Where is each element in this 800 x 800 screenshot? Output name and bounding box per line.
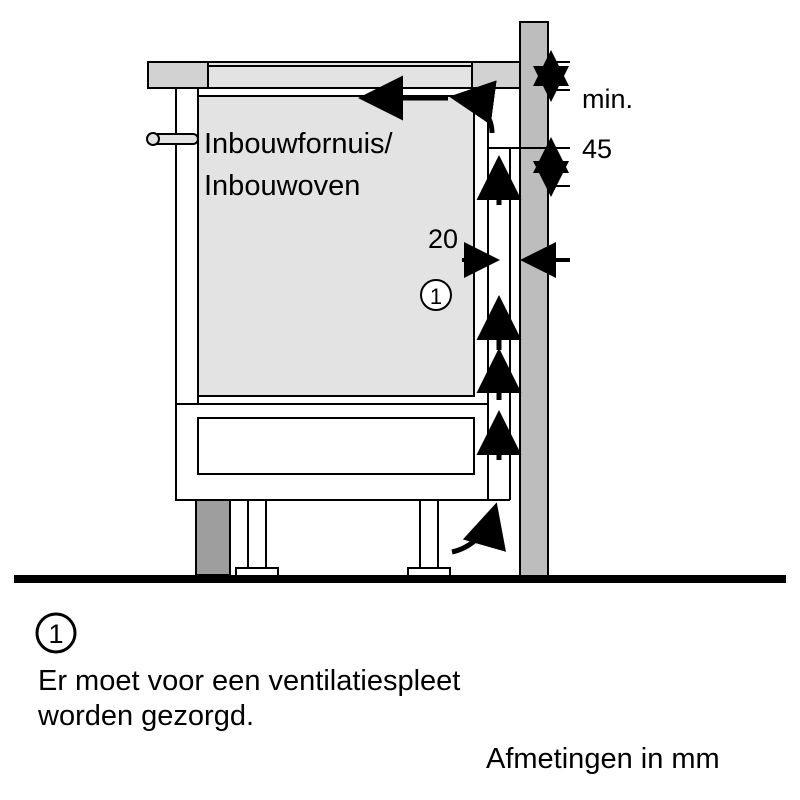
appliance-label-line1: Inbouwfornuis/: [204, 128, 393, 160]
airflow-curve-bottom: [452, 512, 494, 552]
dimension-45-label: 45: [582, 134, 613, 164]
dimension-min-label: min.: [582, 84, 634, 114]
legend-line2: worden gezorgd.: [38, 700, 255, 732]
units-note: Afmetingen in mm: [486, 743, 720, 775]
plinth-and-legs: [196, 500, 488, 576]
dimension-min: [548, 58, 570, 94]
wall: [520, 22, 548, 578]
appliance-label-line2: Inbouwoven: [204, 170, 361, 202]
legend-callout-label: 1: [48, 619, 64, 649]
floor-line: [14, 575, 786, 583]
legend-line1: Er moet voor een ventilatiespleet: [38, 665, 461, 697]
worktop: [148, 62, 520, 88]
callout-1-marker-label: 1: [429, 284, 443, 309]
dimension-20-label: 20: [428, 224, 459, 254]
